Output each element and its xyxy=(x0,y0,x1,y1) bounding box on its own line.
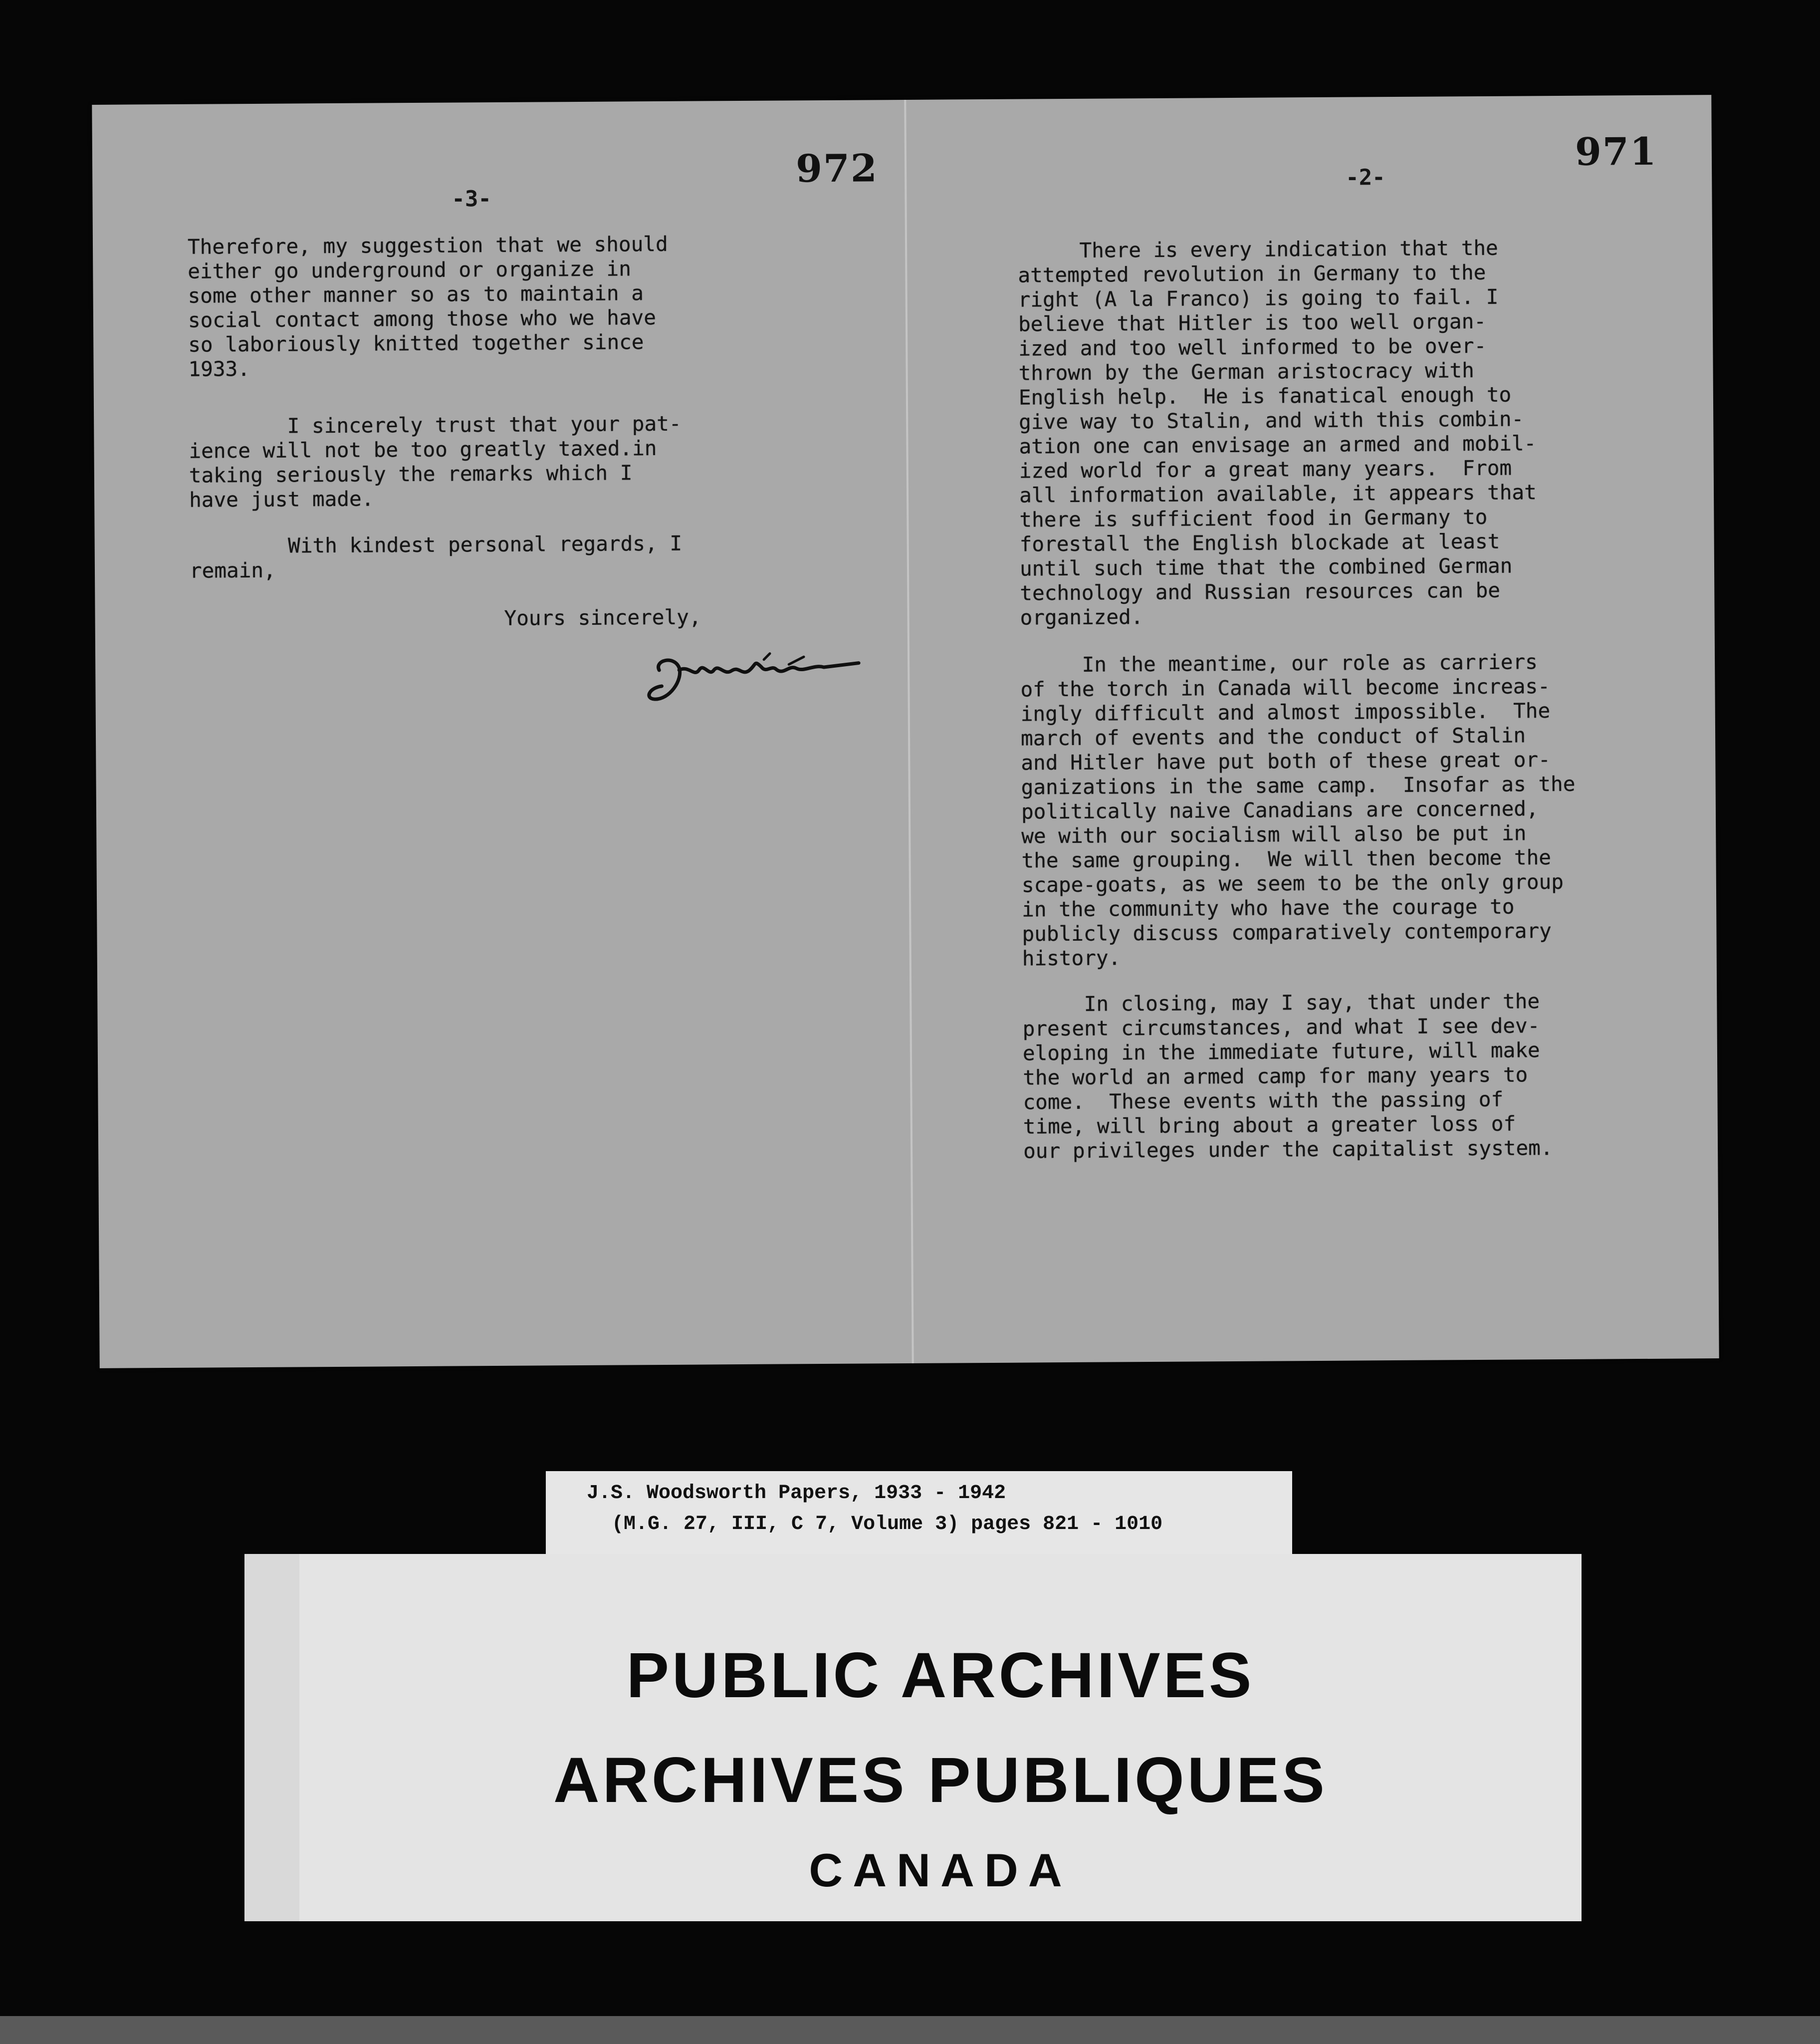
letter-page-right xyxy=(906,95,1719,1363)
folio-number: 971 xyxy=(1575,129,1657,174)
film-edge-strip xyxy=(0,2016,1820,2044)
caption-title: J.S. Woodsworth Papers, 1933 - 1942 xyxy=(587,1482,1006,1505)
paragraph: With kindest personal regards, I remain, xyxy=(189,531,682,583)
public-archives-banner xyxy=(244,1554,1582,1921)
page-number: -2- xyxy=(1346,165,1385,191)
banner-title-english: PUBLIC ARCHIVES xyxy=(626,1640,1255,1711)
letter-sheet xyxy=(92,95,1719,1368)
caption-reference: (M.G. 27, III, C 7, Volume 3) pages 821 - 1010 xyxy=(612,1513,1163,1535)
banner-country: CANADA xyxy=(809,1844,1072,1896)
page-number: -3- xyxy=(452,186,492,212)
handwritten-signature xyxy=(639,639,869,710)
paragraph: Therefore, my suggestion that we should either go underground or organize in some other manner so as to maintain a social contact among those who we have so laboriously knitted together since 1933. xyxy=(187,232,668,381)
paragraph: In closing, may I say, that under the present circumstances, and what I see dev- eloping in the immediate future, will make the world an armed camp for many years to come. These events with the passing of time, will bring about a greater loss of our privileges under the capitalist system. xyxy=(1022,989,1553,1163)
paragraph: There is every indication that the attempted revolution in Germany to the right (A la Franco) is going to fail. I believe that Hitler is too well organ- ized and too well informed to be over- thrown by the German aristocracy with English help. He is fanatical enough to give way to Stalin, and with this combin- ation one can envisage an armed and mobil- ized world for a great many years. From all information available, it appears that there is sufficient food in Germany to forestall the English blockade at least until such time that the combined German technology and Russian resources can be organized. xyxy=(1017,236,1537,630)
collection-caption-label xyxy=(546,1471,1292,1555)
paragraph: I sincerely trust that your pat- ience will not be too greatly taxed.in taking seriously the remarks which I have just made. xyxy=(189,411,682,512)
closing-salutation: Yours sincerely, xyxy=(504,605,701,630)
folio-number: 972 xyxy=(795,146,879,191)
paragraph: In the meantime, our role as carriers of the torch in Canada will become increas- ingly difficult and almost impossible. The march of events and the conduct of Stalin and Hitler have put both of these great or- ganizations in the same camp. Insofar as the politically naive Canadians are concerned, we with our socialism will also be put in the same grouping. We will then become the scape-goats, as we seem to be the only group in the community who have the courage to publicly discuss comparatively contemporary history. xyxy=(1020,650,1576,971)
banner-title-french: ARCHIVES PUBLIQUES xyxy=(553,1745,1328,1816)
banner-card xyxy=(299,1554,1582,1921)
letter-page-left xyxy=(92,100,911,1368)
